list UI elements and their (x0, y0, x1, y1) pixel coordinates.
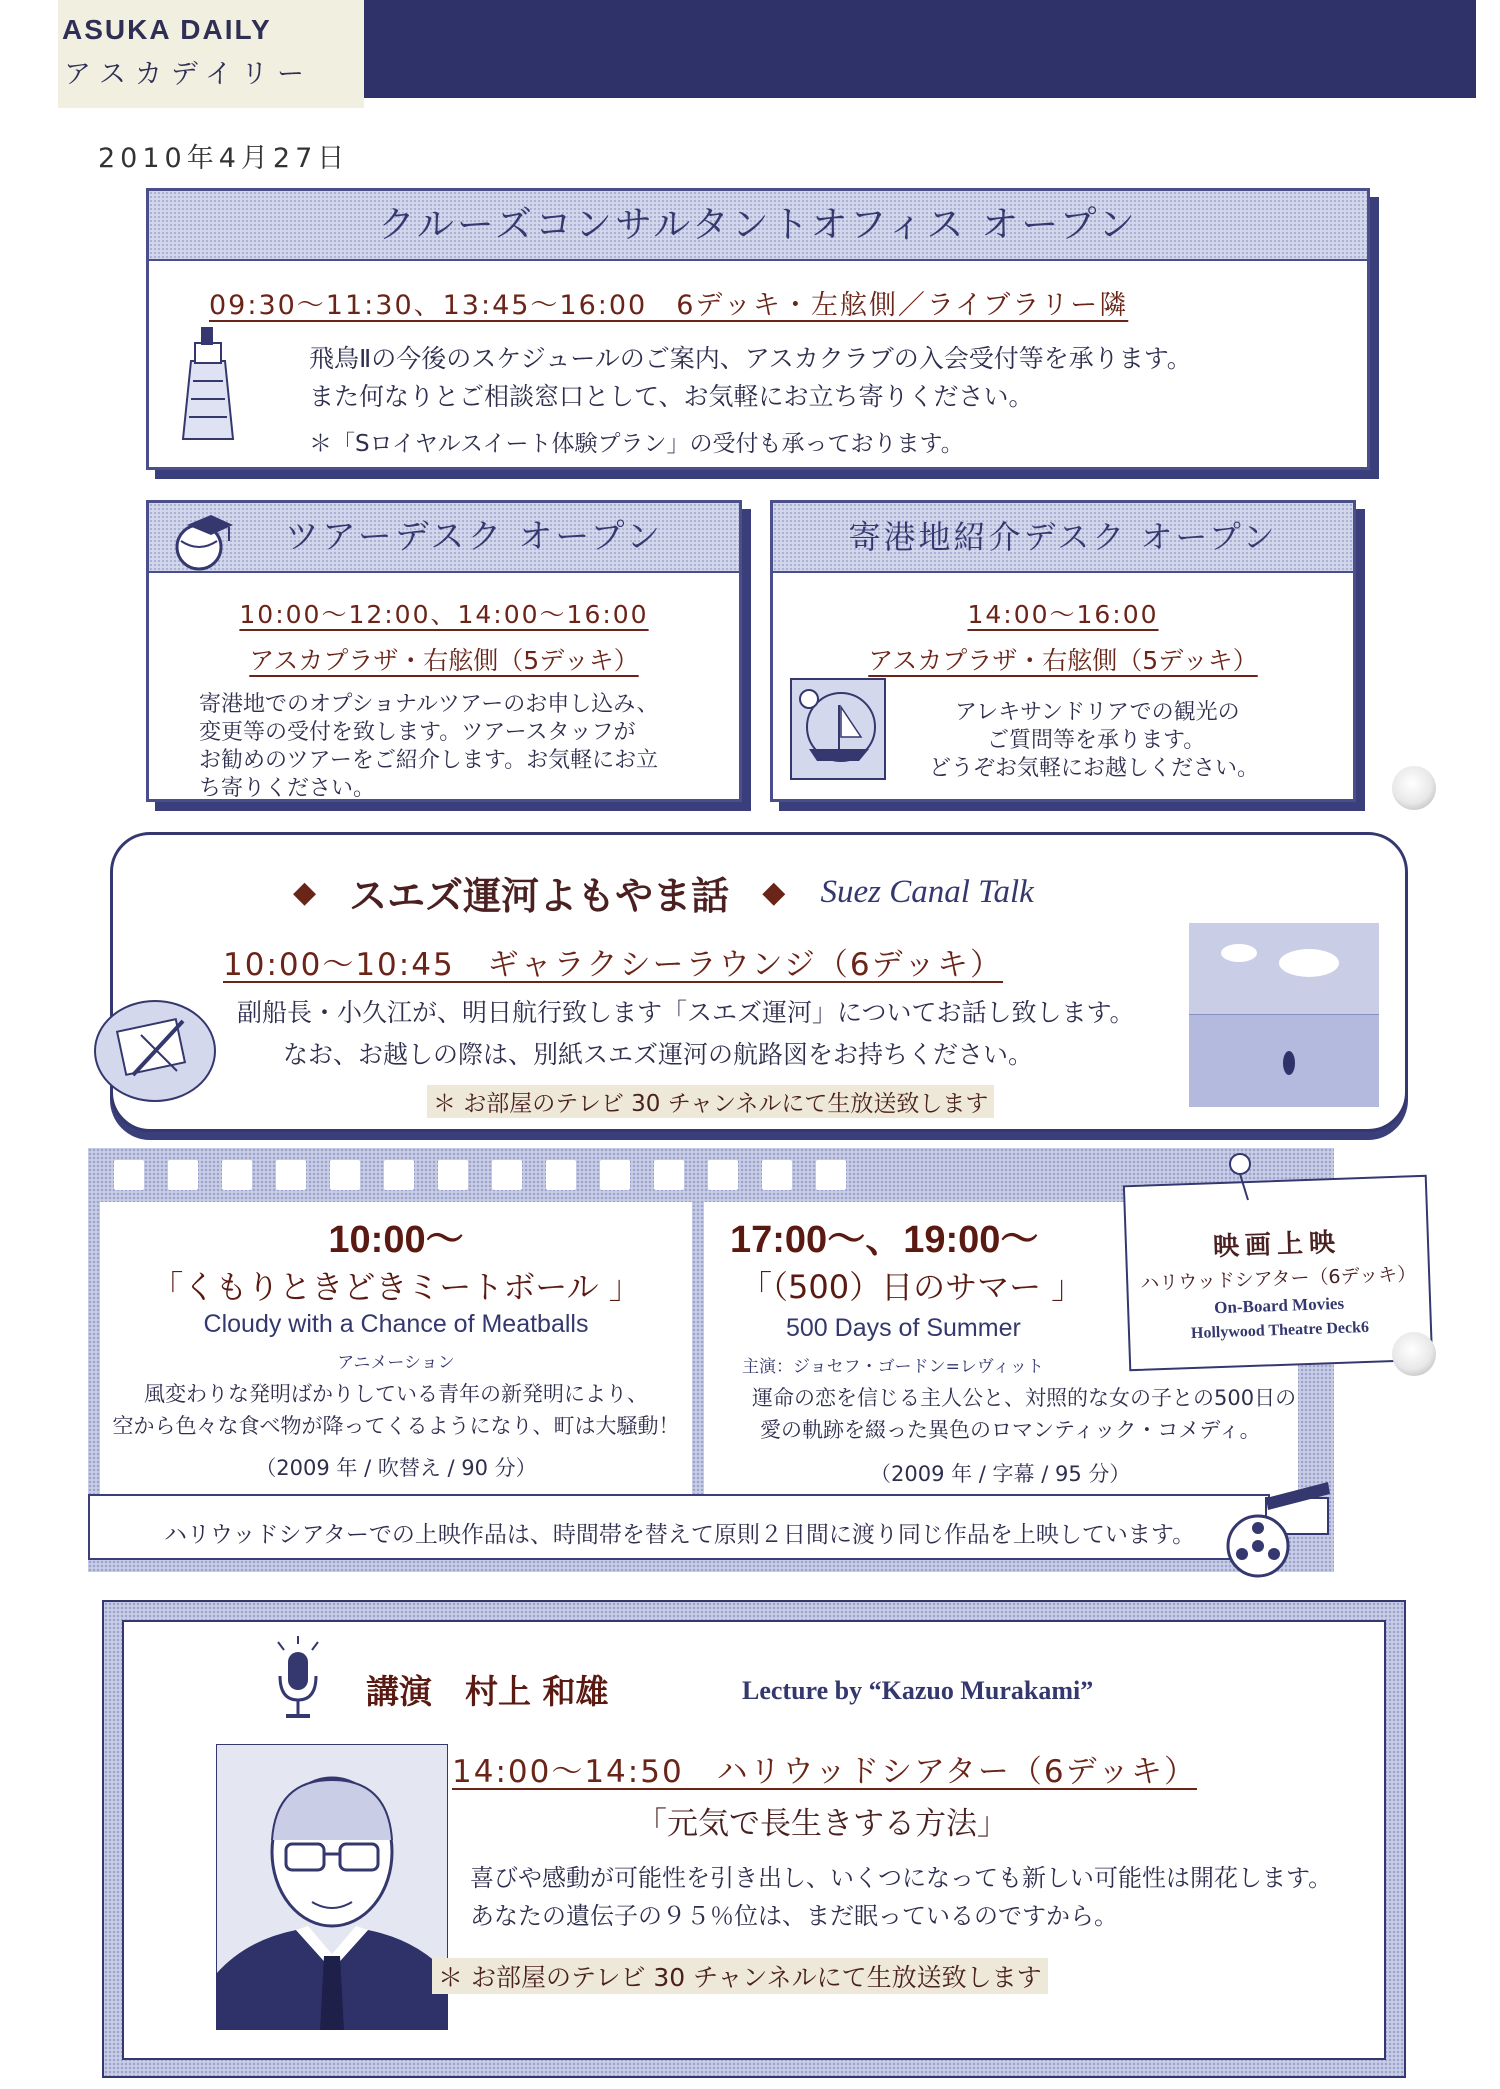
movie-sign-title: 映画上映 (1212, 1227, 1342, 1263)
movie-1-info: （2009 年 / 吹替え / 90 分） (255, 1456, 537, 1480)
consultant-time: 09:30～11:30、13:45～16:00 6デッキ・左舷側／ライブラリー隣 (209, 290, 1129, 321)
tour-desk-line-3: お勧めのツアーをご紹介します。お気軽にお立 (199, 748, 659, 773)
movie-2-desc-1: 運命の恋を信じる主人公と、対照的な女の子との500日の (752, 1386, 1297, 1410)
movie-2-desc-2: 愛の軌跡を綴った異色のロマンティック・コメディ。 (760, 1418, 1261, 1442)
movie-2-cast: 主演：ジョセフ・ゴードン=レヴィット (742, 1357, 1044, 1377)
lecture-title: 講演 村上 和雄 (366, 1672, 609, 1711)
header-bar (364, 0, 1476, 98)
tour-desk-line-4: ち寄りください。 (199, 776, 376, 801)
movie-sign (1123, 1175, 1433, 1371)
suez-section (110, 832, 1408, 1132)
brand-name-jp: アスカデイリー (64, 59, 314, 90)
movie-footer-text: ハリウッドシアターでの上映作品は、時間帯を替えて原則２日間に渡り同じ作品を上映しています。 (164, 1522, 1196, 1548)
tour-desk-title: ツアーデスク オープン (149, 503, 739, 573)
film-sprocket-hole (438, 1160, 468, 1190)
port-desk-line-2: ご質問等を承ります。 (987, 728, 1206, 753)
punch-hole (1392, 1332, 1436, 1376)
lecture-line-2: あなたの遺伝子の９５％位は、まだ眠っているのですから。 (470, 1902, 1118, 1930)
ship-icon (173, 321, 243, 445)
map-tools-icon (91, 995, 221, 1105)
movie-2-title-en: 500 Days of Summer (786, 1314, 1021, 1342)
movie-2-title-jp: 「（500）日のサマー 」 (740, 1268, 1084, 1306)
movie-1-title-en: Cloudy with a Chance of Meatballs (203, 1310, 589, 1338)
consultant-line-2: また何なりとご相談窓口として、お気軽にお立ち寄りください。 (309, 382, 1034, 411)
canal-photo (1189, 923, 1379, 1107)
suez-note: ＊ お部屋のテレビ 30 チャンネルにて生放送致します (427, 1085, 994, 1118)
suez-title-row (293, 865, 1193, 925)
film-sprocket-hole (114, 1160, 144, 1190)
lecture-subject: 「元気で長生きする方法」 (636, 1806, 1008, 1842)
consultant-section (146, 188, 1370, 470)
film-sprocket-hole (276, 1160, 306, 1190)
suez-line-2: なお、お越しの際は、別紙スエズ運河の航路図をお持ちください。 (283, 1040, 1034, 1069)
tour-desk-time: 10:00～12:00、14:00～16:00 (239, 600, 649, 629)
port-desk-time: 14:00～16:00 (967, 600, 1159, 629)
speaker-photo (216, 1744, 448, 2030)
tour-desk-section (146, 500, 742, 802)
lecture-time: 14:00～14:50 ハリウッドシアター（6デッキ） (452, 1754, 1197, 1790)
film-sprocket-hole (546, 1160, 576, 1190)
suez-line-1: 副船長・小久江が、明日航行致します「スエズ運河」についてお話し致します。 (237, 998, 1135, 1027)
diamond-icon: ◆ (762, 875, 786, 910)
movie-1-title-jp: 「くもりときどきミートボール 」 (151, 1268, 641, 1306)
pin-icon (1222, 1150, 1258, 1204)
port-desk-section (770, 500, 1356, 802)
suez-title-en: Suez Canal Talk (820, 874, 1034, 910)
film-sprocket-hole (222, 1160, 252, 1190)
movie-2-info: （2009 年 / 字幕 / 95 分） (870, 1462, 1131, 1486)
movie-1-desc-2: 空から色々な食べ物が降ってくるようになり、町は大騒動！ (112, 1414, 680, 1438)
tour-desk-line-2: 変更等の受付を致します。ツアースタッフが (199, 720, 636, 745)
port-desk-title: 寄港地紹介デスク オープン (773, 503, 1353, 573)
film-sprocket-hole (708, 1160, 738, 1190)
movie-sign-en-2: Hollywood Theatre Deck6 (1190, 1318, 1370, 1343)
consultant-line-1: 飛鳥Ⅱの今後のスケジュールのご案内、アスカクラブの入会受付等を承ります。 (309, 344, 1192, 373)
punch-hole (1392, 766, 1436, 810)
film-sprocket-hole (600, 1160, 630, 1190)
microphone-icon (268, 1636, 328, 1722)
port-desk-place: アスカプラザ・右舷側（5デッキ） (868, 646, 1258, 675)
tour-desk-line-1: 寄港地でのオプショナルツアーのお申し込み、 (199, 692, 659, 717)
film-sprocket-hole (492, 1160, 522, 1190)
issue-date: 2010年4月27日 (98, 143, 350, 174)
movie-sign-en-1: On-Board Movies (1213, 1293, 1345, 1318)
movie-1-desc-1: 風変わりな発明ばかりしている青年の新発明により、 (144, 1382, 648, 1406)
film-reel-clapper-icon (1222, 1480, 1334, 1584)
consultant-title: クルーズコンサルタントオフィス オープン (149, 191, 1367, 261)
movie-1-genre: アニメーション (337, 1353, 455, 1373)
port-desk-line-3: どうぞお気軽にお越しください。 (929, 756, 1260, 781)
port-desk-line-1: アレキサンドリアでの観光の (955, 700, 1240, 725)
lecture-line-1: 喜びや感動が可能性を引き出し、いくつになっても新しい可能性は開花します。 (470, 1864, 1333, 1892)
consultant-note: ＊「Sロイヤルスイート体験プラン」の受付も承っております。 (309, 431, 964, 457)
graduate-globe-icon (167, 511, 235, 573)
film-sprocket-hole (654, 1160, 684, 1190)
tour-desk-place: アスカプラザ・右舷側（5デッキ） (249, 646, 639, 675)
suez-time: 10:00～10:45 ギャラクシーラウンジ（6デッキ） (223, 947, 1004, 983)
suez-title: スエズ運河よもやま話 (349, 874, 730, 918)
film-sprocket-hole (168, 1160, 198, 1190)
film-sprocket-hole (816, 1160, 846, 1190)
lecture-note: ＊ お部屋のテレビ 30 チャンネルにて生放送致します (432, 1958, 1048, 1994)
compass-ship-icon (789, 677, 887, 781)
film-sprocket-hole (330, 1160, 360, 1190)
film-sprocket-hole (762, 1160, 792, 1190)
movie-2-time: 17:00～、19:00～ (730, 1219, 1039, 1261)
brand-name: ASUKA DAILY (62, 14, 272, 45)
movie-sign-place: ハリウッドシアター（6デッキ） (1139, 1263, 1417, 1295)
movie-1-time: 10:00～ (328, 1219, 464, 1261)
lecture-title-en: Lecture by “Kazuo Murakami” (742, 1676, 1094, 1705)
film-sprocket-hole (384, 1160, 414, 1190)
diamond-icon: ◆ (293, 875, 317, 910)
